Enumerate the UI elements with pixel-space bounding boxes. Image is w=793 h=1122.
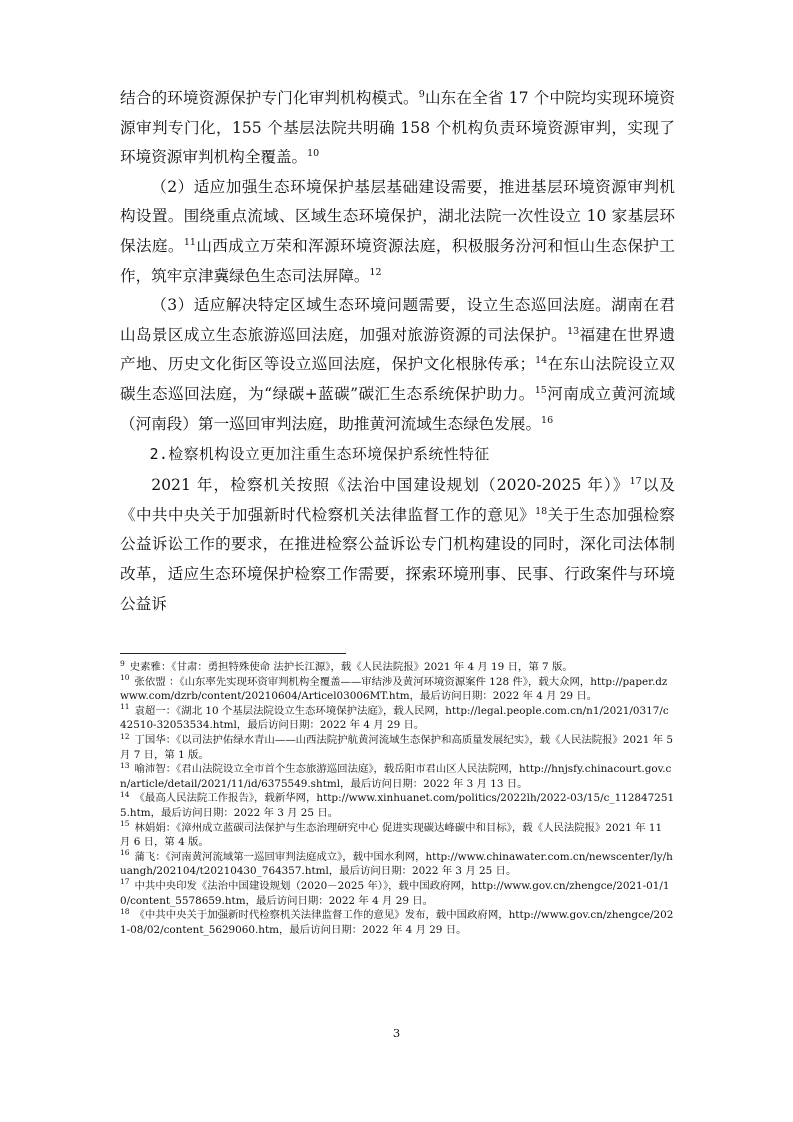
paragraph-text: （2）适应加强生态环境保护基层基础建设需要，推进基层环境资源审判机构设置。围绕重点流域、区域生态环境保护，湖北法院一次性设立 10 家基层环保法庭。 [120, 177, 675, 255]
footnote-number: 14 [120, 789, 130, 799]
footnote-number: 17 [120, 877, 130, 887]
footnote-ref[interactable]: 11 [183, 236, 196, 248]
footnote [120, 850, 675, 879]
paragraph-3 [120, 291, 675, 439]
footnote-number: 15 [120, 819, 130, 829]
body-text [120, 84, 675, 619]
footnote-text: 《最高人民法院工作报告》，载新华网，http://www.xinhuanet.com/politics/2022lh/2022-03/15/c_1128472515.htm，最后访问日期：2022 年 3 月 25 日。 [120, 792, 675, 819]
paragraph-1 [120, 84, 675, 173]
footnote-number: 9 [120, 658, 125, 668]
paragraph-2 [120, 173, 675, 291]
footnote-text: 张依盟 ：《山东率先实现环资审判机构全覆盖——审结涉及黄河环境资源案件 128 件》，载大众网，http://paper.dzwww.com/dzrb/content/20210604/Articel03006MT.htm，最后访问日期：2022 年 4 月 29 日。 [120, 675, 668, 703]
footnote [120, 821, 675, 850]
paragraph-4 [120, 471, 675, 619]
footnote-separator [120, 653, 346, 654]
paragraph-text: 河南成立黄河流域（河南段）第一巡回审判法庭，助推黄河流域生态绿色发展。 [120, 384, 675, 433]
paragraph-text: 在东山法院设立双碳生态巡回法庭，为“绿碳+蓝碳”碳汇生态系统保护助力。 [120, 355, 675, 403]
footnote-ref[interactable]: 9 [418, 88, 425, 100]
footnote-number: 18 [120, 906, 130, 916]
paragraph-text: 山西成立万荣和浑源环境资源法庭，积极服务汾河和恒山生态保护工作，筑牢京津冀绿色生态司法屏障。 [120, 236, 675, 285]
paragraph-text: （3）适应解决特定区域生态环境问题需要，设立生态巡回法庭。湖南在君山岛景区成立生态旅游巡回法庭，加强对旅游资源的司法保护。 [120, 296, 675, 344]
footnote-number: 11 [120, 702, 130, 712]
footnote [120, 908, 675, 937]
footnote-ref[interactable]: 14 [535, 355, 548, 367]
paragraph-text: 2021 年，检察机关按照《法治中国建设规划（2020-2025 年）》 [151, 476, 630, 495]
footnotes [120, 660, 675, 937]
footnote [120, 762, 675, 791]
section-heading: 2.检察机构设立更加注重生态环境保护系统性特征 [149, 446, 490, 464]
footnote-text: 喻沛智：《君山法院设立全市首个生态旅游巡回法庭》，载岳阳市君山区人民法院网，http://hnjsfy.chinacourt.gov.cn/article/detail/2021/11/id/6375549.shtml，最后访问日期：2022 年 3 月 13 日。 [120, 763, 672, 790]
footnote-ref[interactable]: 10 [307, 148, 320, 159]
footnote-ref[interactable]: 12 [369, 266, 382, 278]
footnote-text: 袁超一：《湖北 10 个基层法院设立生态环境保护法庭》，载人民网，http://legal.people.com.cn/n1/2021/0317/c42510-32053534.html，最后访问日期：2022 年 4 月 29 日。 [120, 704, 669, 732]
footnote-ref[interactable]: 17 [629, 475, 642, 487]
footnote [120, 675, 675, 704]
footnote [120, 660, 675, 675]
footnote-number: 16 [120, 848, 130, 858]
paragraph-text: 关于生态加强检察公益诉讼工作的要求，在推进检察公益诉讼专门机构建设的同时，深化司法体制改革，适应生态环境保护检察工作需要，探索环境刑事、民事、行政案件与环境公益诉 [120, 505, 675, 613]
footnote-text: 史素雅：《甘肃：勇担特殊使命 法护长江源》，载《人民法院报》2021 年 4 月 19 日，第 7 版。 [129, 661, 573, 673]
footnote [120, 733, 675, 762]
footnote-text: 林娟娟：《漳州成立蓝碳司法保护与生态治理研究中心 促进实现碳达峰碳中和目标》，载《人民法院报》2021 年 11 月 6 日，第 4 版。 [120, 821, 663, 849]
footnote-text: 蒲飞：《河南黄河流域第一巡回审判法庭成立》，载中国水利网，http://www.chinawater.com.cn/newscenter/ly/huangh/202104/t20210430_764357.html，最后访问日期：2022 年 3 月 25 日。 [120, 850, 673, 878]
footnote [120, 879, 675, 908]
footnote-number: 12 [120, 731, 130, 741]
footnote-ref[interactable]: 15 [534, 384, 547, 396]
footnote [120, 791, 675, 820]
paragraph-text: 福建在世界遗产地、历史文化街区等设立巡回法庭，保护文化根脉传承； [120, 325, 675, 374]
footnote-number: 13 [120, 760, 130, 770]
paragraph-text: 山东在全省 17 个中院均实现环境资源审判专门化，155 个基层法院共明确 158 个机构负责环境资源审判，实现了环境资源审判机构全覆盖。 [120, 89, 675, 167]
footnote-ref[interactable]: 18 [535, 505, 548, 517]
footnote-text: 丁国华：《以司法护佑绿水青山——山西法院护航黄河流域生态保护和高质量发展纪实》，载《人民法院报》2021 年 5 月 7 日，第 1 版。 [120, 733, 673, 761]
footnote [120, 704, 675, 733]
footnote-ref[interactable]: 13 [567, 325, 580, 337]
footnote-text: 《中共中央关于加强新时代检察机关法律监督工作的意见》发布，载中国政府网，http://www.gov.cn/zhengce/2021-08/02/content_5629060.htm，最后访问日期：2022 年 4 月 29 日。 [120, 909, 674, 936]
paragraph-text: 以及《中共中央关于加强新时代检察机关法律监督工作的意见》 [120, 476, 675, 524]
footnote-text: 中共中央印发《法治中国建设规划（2020－2025 年）》，载中国政府网，http://www.gov.cn/zhengce/2021-01/10/content_5578659.htm，最后访问日期：2022 年 4 月 29 日。 [120, 879, 670, 907]
paragraph-text: 结合的环境资源保护专门化审判机构模式。 [120, 89, 419, 107]
footnote-ref[interactable]: 16 [541, 414, 554, 426]
footnote-number: 10 [120, 673, 130, 683]
page-number: 3 [392, 1026, 401, 1040]
